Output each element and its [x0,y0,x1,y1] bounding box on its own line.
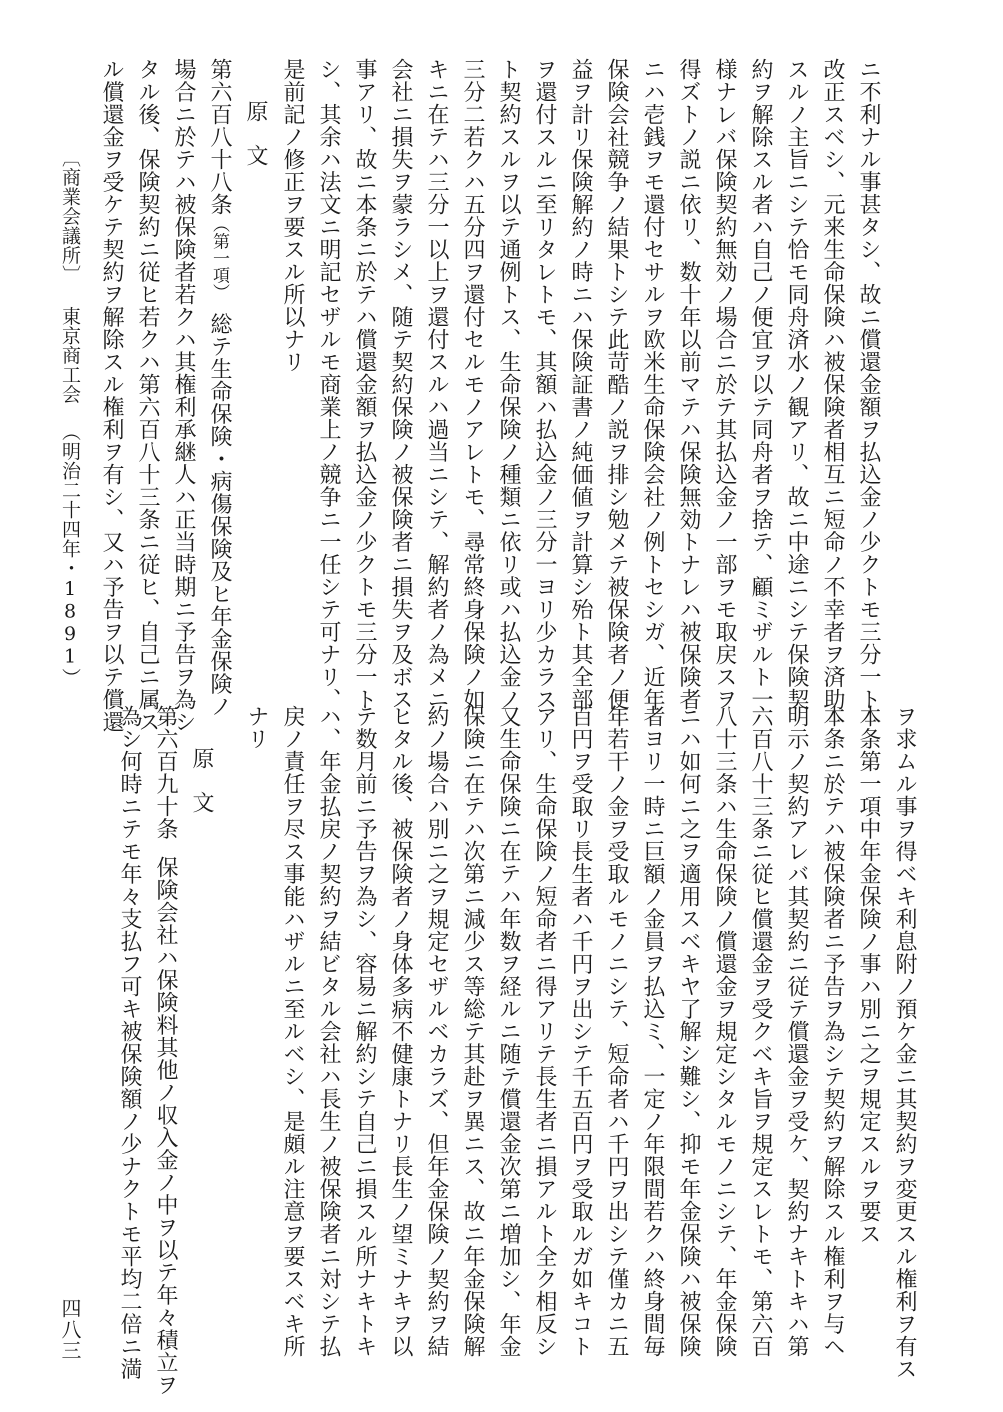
article-note: （第一項） [209,215,229,301]
text-column: 又生命保険ニ在テハ年数ヲ経ルニ随テ償還金次第ニ増加シ、年金 [496,705,521,1358]
text-column: アリ、生命保険ノ短命者ニ得アリテ長生者ニ損アルト全ク相反シ [532,705,557,1358]
text-column: 益ヲ計リ保険解約ノ時ニハ保険証書ノ純価値ヲ計算シ殆ト其全部 [568,58,593,711]
text-column: ハ、年金払戻ノ契約ヲ結ビタル会社ハ長生ノ被保険者ニ対シテ払 [316,705,341,1358]
text-column: ナリ [244,705,269,750]
text-column: 百円ヲ受取リ長生者ハ千円ヲ出シテ千五百円ヲ受取ルガ如キコト [568,705,593,1358]
text-column: 約ヲ解除スル者ハ自己ノ便宜ヲ以テ同舟者ヲ捨テ、顧ミザルト一 [748,58,773,711]
text-column: キニ在テハ三分一以上ヲ還付スルハ過当ニシテ、解約者ノ為メニ [424,58,449,711]
article-first-column [154,705,176,1396]
footer-organization: 東京商工会 [59,306,81,404]
text-column: テ数月前ニ予告ヲ為シ、容易ニ解約シテ自己ニ損スル所ナキトキ [352,705,377,1358]
text-column: シ、其余ハ法文ニ明記セザルモ商業上ノ競争ニ一任シテ可ナリ、 [316,58,341,711]
text-column: 三分二若クハ五分四ヲ還付セルモノアレトモ、尋常終身保険ノ如 [460,58,485,711]
text-column: ト契約スルヲ以テ通例トス、生命保険ノ種類ニ依リ或ハ払込金ノ [496,58,521,711]
section-heading: 原文 [243,100,268,188]
footer-citation [60,148,79,688]
text-column: 保険会社競争ノ結果トシテ此苛酷ノ説ヲ排シ勉メテ被保険者ノ便 [604,58,629,711]
text-column: 明示ノ契約アレバ其契約ニ従テ償還金ヲ受ケ、契約ナキトキハ第 [784,705,809,1358]
text-column: ル償還金ヲ受ケテ契約ヲ解除スル権利ヲ有シ、又ハ予告ヲ以テ償還 [99,58,124,733]
article-label: 第六百八十八条 [207,58,232,216]
article-first-column [208,58,230,718]
text-column: 年若干ノ金ヲ受取ルモノニシテ、短命者ハ千円ヲ出シテ僅カニ五 [604,705,629,1358]
text-column: ヒタル後、被保険者ノ身体多病不健康トナリ長生ノ望ミナキヲ以 [388,705,413,1358]
text-column: 為シ何時ニテモ年々支払フ可キ被保険額ノ少ナクトモ平均二倍ニ満 [117,705,142,1380]
text-column: 事アリ、故ニ本条ニ於テハ償還金額ヲ払込金ノ少クトモ三分一ト [352,58,377,711]
page-number: 四八三 [58,1298,82,1361]
text-column: 約ノ場合ハ別ニ之ヲ規定セザルベカラズ、但年金保険ノ契約ヲ結 [424,705,449,1358]
text-column: ニハ如何ニ之ヲ適用スベキヤ了解シ難シ、抑モ年金保険ハ被保険 [676,705,701,1358]
text-column: 保険ニ在テハ次第ニ減少ス等総テ其赴ヲ異ニス、故ニ年金保険解 [460,705,485,1358]
text-column: 本条ニ於テハ被保険者ニ予告ヲ為シテ契約ヲ解除スル権利ヲ与ヘ [820,705,845,1358]
article-text: 総テ生命保険・病傷保険及ヒ年金保険ノ [207,312,232,718]
text-column: タル後、保険契約ニ従ヒ若クハ第六百八十三条ニ従ヒ、自己ニ属ス [135,58,160,733]
text-column: ヲ求ムル事ヲ得ベキ利息附ノ預ケ金ニ其契約ヲ変更スル権利ヲ有ス [892,705,917,1380]
text-column: 是前記ノ修正ヲ要スル所以ナリ [280,58,305,373]
article-text: 保険会社ハ保険料其他ノ収入金ノ中ヲ以テ年々積立ヲ [153,856,178,1396]
text-column: ニ不利ナル事甚タシ、故ニ償還金額ヲ払込金ノ少クトモ三分一ト [856,58,881,711]
text-column: 改正スベシ、元来生命保険ハ被保険者相互ニ短命ノ不幸者ヲ済助 [820,58,845,711]
text-column: スルノ主旨ニシテ恰モ同舟済水ノ観アリ、故ニ中途ニシテ保険契 [784,58,809,711]
text-column: 様ナレバ保険契約無効ノ場合ニ於テ其払込金ノ一部ヲモ取戻スヲ [712,58,737,711]
text-column: ニハ壱銭ヲモ還付セサルヲ欧米生命保険会社ノ例トセシガ、近年 [640,58,665,711]
text-column: 場合ニ於テハ被保険者若クハ其権利承継人ハ正当時期ニ予告ヲ為シ [171,58,196,733]
article-label: 第六百九十条 [153,705,178,840]
text-column: 会社ニ損失ヲ蒙ラシメ、随テ契約保険ノ被保険者ニ損失ヲ及ボス [388,58,413,711]
footer-date: （明治二十四年・1891） [59,422,81,688]
text-column: 六百八十三条ニ従ヒ償還金ヲ受クベキ旨ヲ規定スレトモ、第六百 [748,705,773,1358]
text-column: 得ズトノ説ニ依リ、数十年以前マテハ保険無効トナレハ被保険者 [676,58,701,711]
text-column: 八十三条ハ生命保険ノ償還金ヲ規定シタルモノニシテ、年金保険 [712,705,737,1358]
text-column: 者ヨリ一時ニ巨額ノ金員ヲ払込ミ、一定ノ年限間若クハ終身間毎 [640,705,665,1358]
footer-source: 〔商業会議所〕 [59,148,81,285]
text-column: ヲ還付スルニ至リタレトモ、其額ハ払込金ノ三分一ヨリ少カラス [532,58,557,711]
text-column: 戻ノ責任ヲ尽ス事能ハザルニ至ルベシ、是頗ル注意ヲ要スベキ所 [280,705,305,1358]
text-column: 本条第一項中年金保険ノ事ハ別ニ之ヲ規定スルヲ要ス [856,705,881,1245]
section-heading: 原文 [189,747,214,835]
